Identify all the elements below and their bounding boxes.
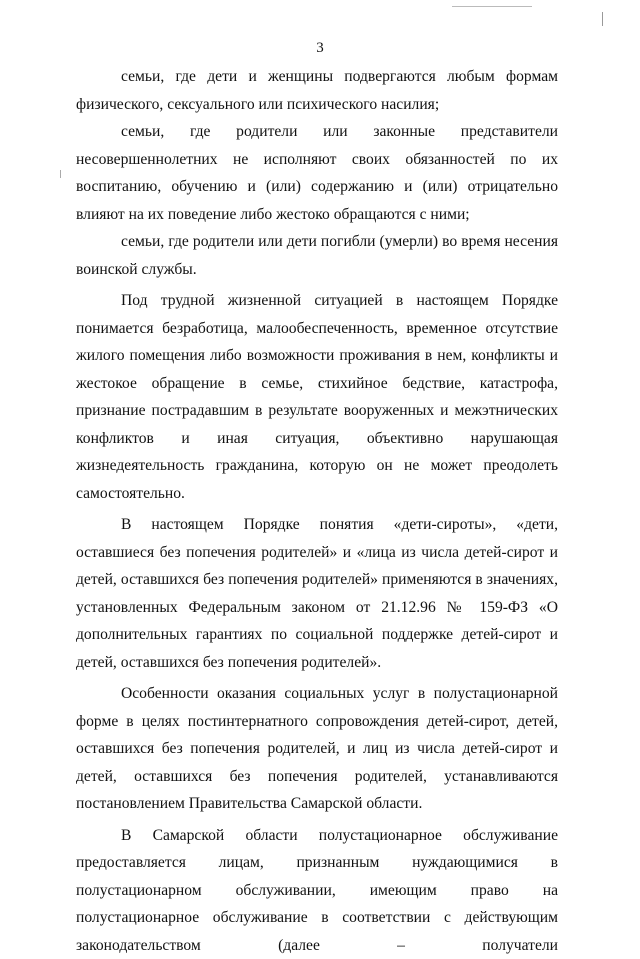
document-body	[76, 63, 558, 959]
scan-artifact-right-edge	[602, 12, 603, 26]
paragraph-orphan-definitions: В настоящем Порядке понятия «дети-сироты», «дети, оставшиеся без попечения родителей» и «лица из числа детей-сирот и детей, оставшихся без попечения родителей» применяются в значениях, установленных Федеральным законом от 21.12.96 № 159-ФЗ «О дополнительных гарантиях по социальной поддержке детей-сирот и детей, оставшихся без попечения родителей».	[76, 511, 558, 676]
scan-artifact-top-right	[452, 6, 532, 7]
paragraph-violence: семьи, где дети и женщины подвергаются любым формам физического, сексуального или психического насилия;	[76, 63, 558, 118]
paragraph-difficult-situation: Под трудной жизненной ситуацией в настоящем Порядке понимается безработица, малообеспеченность, временное отсутствие жилого помещения либо возможности проживания в нем, конфликты и жестокое обращение в семье, стихийное бедствие, катастрофа, признание пострадавшим в результате вооруженных и межэтнических конфликтов и иная ситуация, объективно нарушающая жизнедеятельность гражданина, которую он не может преодолеть самостоятельно.	[76, 287, 558, 507]
paragraph-military-service: семьи, где родители или дети погибли (умерли) во время несения воинской службы.	[76, 228, 558, 283]
paragraph-semi-stationary-features: Особенности оказания социальных услуг в полустационарной форме в целях постинтернатного сопровождения детей-сирот, детей, оставшихся без попечения родителей, и лиц из числа детей-сирот и детей, оставшихся без попечения родителей, устанавливаются постановлением Правительства Самарской области.	[76, 680, 558, 818]
paragraph-guardians: семьи, где родители или законные представители несовершеннолетних не исполняют своих обязанностей по их воспитанию, обучению и (или) содержанию и (или) отрицательно влияют на их поведение либо жестоко обращаются с ними;	[76, 118, 558, 228]
page-number: 3	[0, 40, 640, 57]
paragraph-semi-stationary-service: В Самарской области полустационарное обслуживание предоставляется лицам, признанным нуждающимися в полустационарном обслуживании, имеющим право на полустационарное обслуживание в соответствии с действующим законодательством (далее – получатели	[76, 822, 558, 959]
scan-artifact-left-edge	[60, 170, 61, 178]
